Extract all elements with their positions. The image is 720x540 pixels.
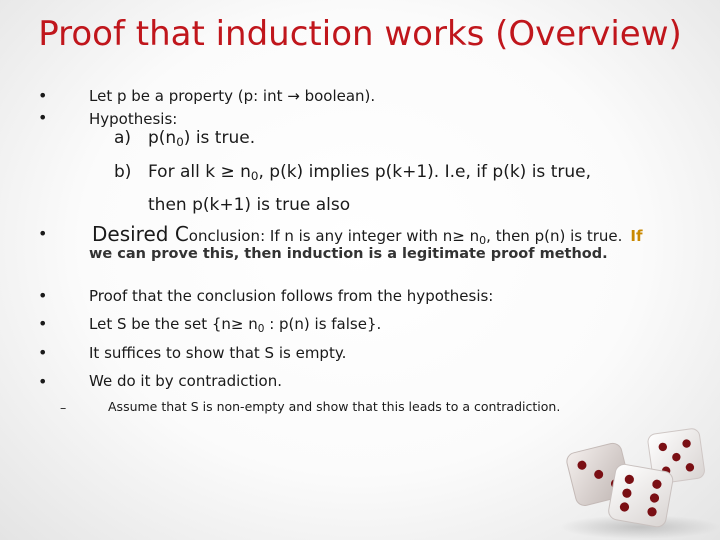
hypothesis-b-marker: b) <box>114 162 132 182</box>
bullet: • <box>38 343 48 362</box>
hypothesis-a-marker: a) <box>114 128 132 148</box>
bullet: • <box>38 314 48 333</box>
assume-line: Assume that S is non-empty and show that this leads to a contradiction. <box>108 399 561 414</box>
dice-image <box>555 405 720 540</box>
suffices-line: It suffices to show that S is empty. <box>89 344 347 362</box>
bullet: • <box>38 286 48 305</box>
hypothesis-a-text: $p(n_0)$ is true. <box>148 128 256 149</box>
desired-conclusion-line: Desired Conclusion: If n is any integer with $n\ge n_0$, then p(n) is true. If <box>92 222 643 247</box>
hypothesis-b-continuation: then p(k+1) is true also <box>148 195 351 215</box>
bullet: • <box>38 224 48 243</box>
let-s-line: Let S be the set {$n\ge n_0$ : p(n) is false}. <box>89 315 382 335</box>
hypothesis-b-text: For all $k \ge n_0$, p(k) implies p(k+1). I.e, if p(k) is true, <box>148 162 591 183</box>
slide-title: Proof that induction works (Overview) <box>38 14 682 54</box>
contradiction-line: We do it by contradiction. <box>89 372 283 390</box>
bullet: • <box>38 86 48 105</box>
bullet: • <box>38 372 48 391</box>
hypothesis-line: Hypothesis: <box>89 110 178 128</box>
sub-bullet-dash: – <box>60 400 67 415</box>
let-p-line: Let p be a property (p: int → boolean). <box>89 87 376 105</box>
proof-follows-line: Proof that the conclusion follows from the hypothesis: <box>89 287 494 305</box>
die-front <box>607 463 674 528</box>
bullet: • <box>38 108 48 127</box>
prove-induction-line: we can prove this, then induction is a legitimate proof method. <box>89 246 608 262</box>
